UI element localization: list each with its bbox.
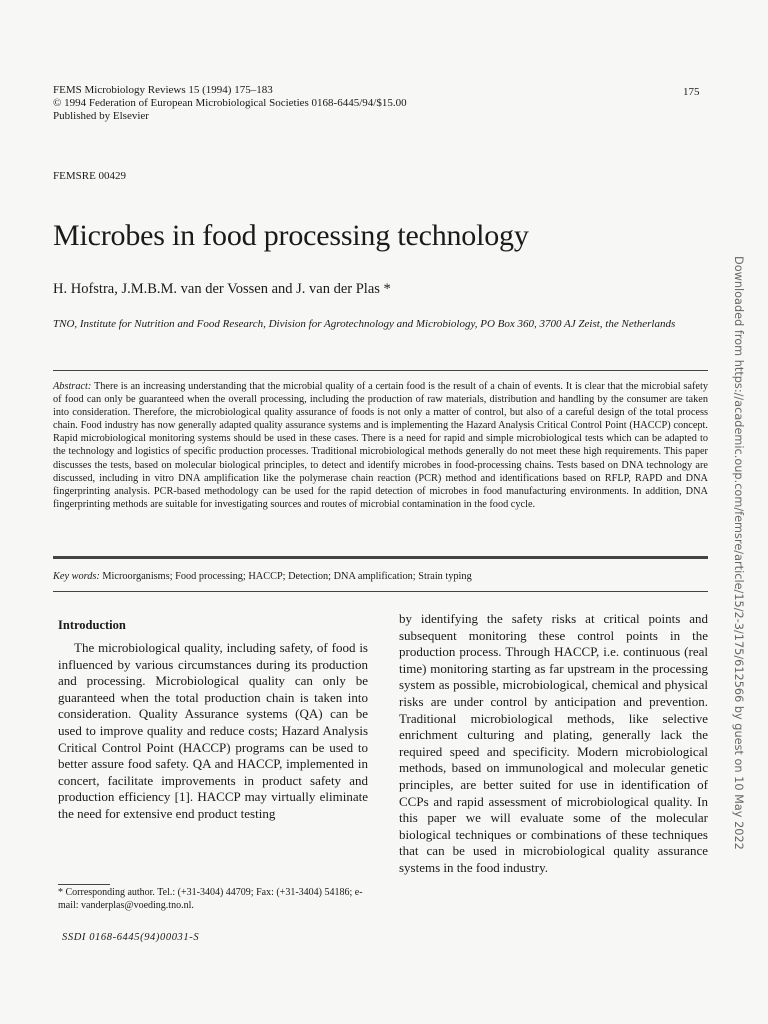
keywords-rule xyxy=(53,591,708,592)
copyright-line: © 1994 Federation of European Microbiological Societies 0168-6445/94/$15.00 xyxy=(53,97,407,109)
intro-right-column: by identifying the safety risks at critical points and subsequent monitoring these control points in the production process. Through HACCP, i.e. continuous (real time) monitoring starting as far upstream in the processing system as possible, microbiological, chemical and physical risks are under control by anticipation and prevention. Traditional microbiological methods, like selective enrichment culturing and plating, generally lack the required speed and specificity. Modern microbiological methods, based on immunological and molecular genetic principles, are better suited for use in identification of CCPs and rapid assessment of microbiological quality. In this paper we will evaluate some of the molecular biological techniques or combinations of these techniques that can be used in microbiological quality assurance systems in the food industry. xyxy=(399,611,708,875)
article-code: FEMSRE 00429 xyxy=(53,170,127,182)
abstract-label: Abstract: xyxy=(53,381,92,392)
ssdi-code: SSDI 0168-6445(94)00031-S xyxy=(62,932,200,943)
abstract-top-rule xyxy=(53,370,708,371)
intro-left-column: The microbiological quality, including safety, of food is influenced by various circumstances during its production and processing. Microbiological quality can only be guaranteed when the total production chain is taken into consideration. Quality Assurance systems (QA) can be used to improve quality and reduce costs; Hazard Analysis Critical Control Point (HACCP) programs can be used to better assure food safety. QA and HACCP, implemented in concert, facilitate improvements in product safety and production efficiency [1]. HACCP may virtually eliminate the need for extensive end product testing xyxy=(58,640,368,821)
footnote: * Corresponding author. Tel.: (+31-3404) 44709; Fax: (+31-3404) 54186; e-mail: vanderplas@voeding.tno.nl. xyxy=(58,887,363,911)
article-title: Microbes in food processing technology xyxy=(53,219,529,252)
journal-citation: FEMS Microbiology Reviews 15 (1994) 175–183 xyxy=(53,84,273,96)
page-number: 175 xyxy=(683,86,700,98)
download-watermark[interactable]: Downloaded from https://academic.oup.com/femsre/article/15/2-3/175/612566 by guest on 10 May 2022 xyxy=(732,256,745,850)
footnote-rule xyxy=(58,884,110,885)
keywords-text: Microorganisms; Food processing; HACCP; Detection; DNA amplification; Strain typing xyxy=(102,571,472,582)
abstract-text: There is an increasing understanding that the microbial quality of a certain food is the result of a chain of events. It is clear that the microbial safety of food can only be guaranteed when the overall processing, including the production of raw materials, distribution and handling by the consumer are taken into consideration. Therefore, the microbiological quality assurance of foods is not only a matter of control, but also of a careful design of the total process chain. Food industry has now generally adapted quality assurance systems and is implementing the Hazard Analysis Critical Control Point (HACCP) concept. Rapid microbiological monitoring systems should be used in these cases. There is a need for rapid and simple microbiological tests which can be adapted to the technology and logistics of specific production processes. Traditional microbiological methods generally do not meet these high requirements. This paper discusses the tests, based on molecular biological principles, to detect and identify microbes in food-processing chains. Tests based on DNA technology are discussed, including in vitro DNA amplification like the polymerase chain reaction (PCR) method and identifications based on RFLP, RAPD and DNA fingerprinting analysis. PCR-based methodology can be used for the rapid detection of microbes in food manufacturing environments. In addition, DNA fingerprinting methods are suitable for investigating sources and routes of microbial contamination in the food cycle. xyxy=(53,381,708,510)
section-heading-introduction: Introduction xyxy=(58,618,126,632)
abstract-bottom-rule xyxy=(53,556,708,559)
author-list: H. Hofstra, J.M.B.M. van der Vossen and J. van der Plas * xyxy=(53,281,391,297)
abstract xyxy=(53,380,708,511)
keywords xyxy=(53,570,708,583)
keywords-label: Key words: xyxy=(53,571,100,582)
affiliation: TNO, Institute for Nutrition and Food Research, Division for Agrotechnology and Microbiology, PO Box 360, 3700 AJ Zeist, the Netherlands xyxy=(53,318,676,330)
publisher-line: Published by Elsevier xyxy=(53,110,149,122)
